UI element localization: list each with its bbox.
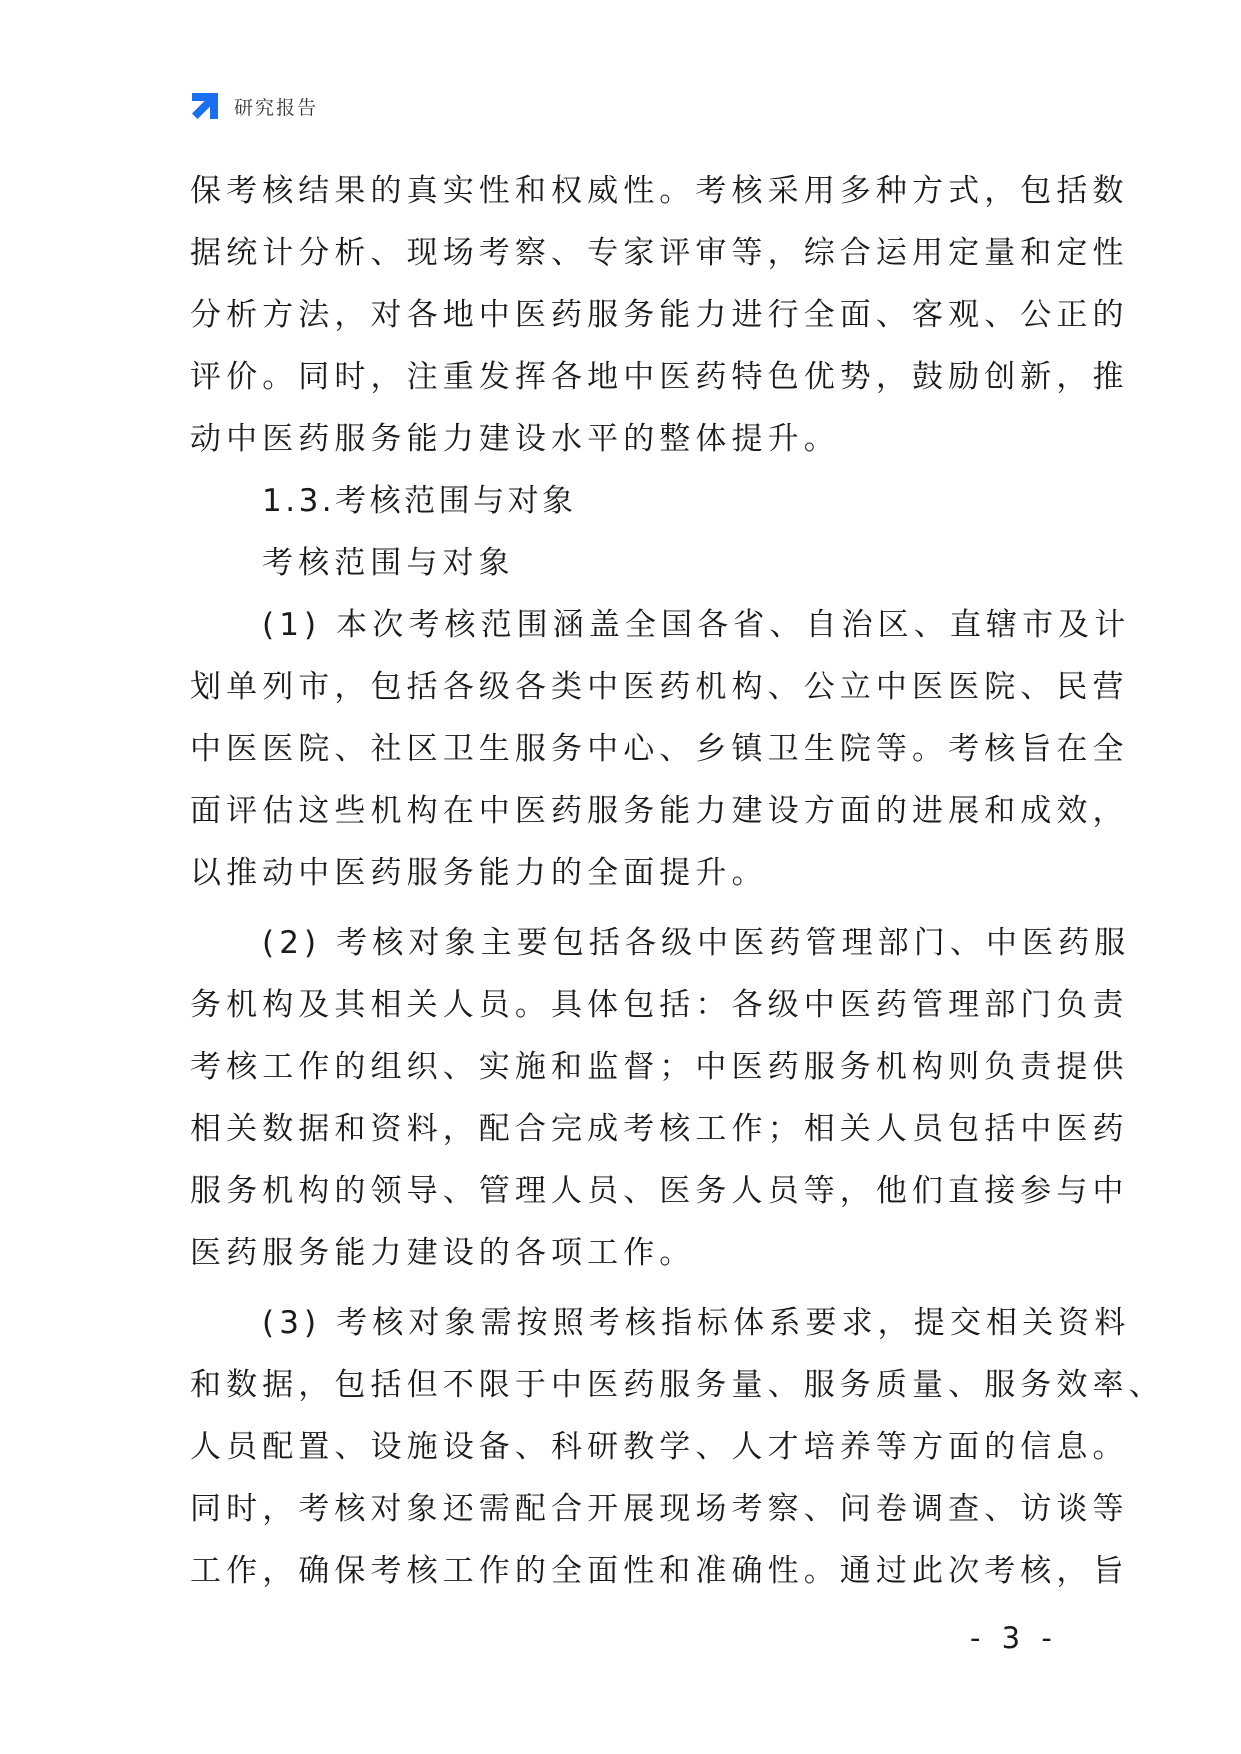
paragraph-line: 相关数据和资料，配合完成考核工作；相关人员包括中医药 — [190, 1111, 1129, 1147]
header-title: 研究报告 — [234, 96, 319, 119]
paragraph-line: 考核工作的组织、实施和监督；中医药服务机构则负责提供 — [190, 1049, 1129, 1085]
paragraph-line: 保考核结果的真实性和权威性。考核采用多种方式，包括数 — [190, 173, 1129, 209]
paragraph-line: 人员配置、设施设备、科研教学、人才培养等方面的信息。 — [190, 1429, 1129, 1465]
document-body — [190, 160, 1165, 1602]
page-number: - 3 - — [970, 1621, 1058, 1655]
paragraph-line: 工作，确保考核工作的全面性和准确性。通过此次考核，旨 — [190, 1553, 1129, 1589]
paragraph-line: 以推动中医药服务能力的全面提升。 — [190, 855, 768, 891]
arrow-up-right-icon — [188, 89, 222, 123]
paragraph-line: 中医医院、社区卫生服务中心、乡镇卫生院等。考核旨在全 — [190, 731, 1129, 767]
paragraph-line: 动中医药服务能力建设水平的整体提升。 — [190, 421, 840, 457]
paragraph-line: 评价。同时，注重发挥各地中医药特色优势，鼓励创新，推 — [190, 359, 1129, 395]
report-header — [188, 88, 318, 124]
subheading: 考核范围与对象 — [262, 545, 515, 581]
paragraph-line: 面评估这些机构在中医药服务能力建设方面的进展和成效， — [190, 793, 1129, 829]
paragraph-line: 分析方法，对各地中医药服务能力进行全面、客观、公正的 — [190, 297, 1129, 333]
section-heading: 1.3.考核范围与对象 — [262, 483, 577, 519]
paragraph-line: (3) 考核对象需按照考核指标体系要求，提交相关资料 — [262, 1305, 1131, 1341]
paragraph-line: 划单列市，包括各级各类中医药机构、公立中医医院、民营 — [190, 669, 1129, 705]
paragraph-line: (2) 考核对象主要包括各级中医药管理部门、中医药服 — [262, 925, 1131, 961]
paragraph-line: 据统计分析、现场考察、专家评审等，综合运用定量和定性 — [190, 235, 1129, 271]
paragraph-line: 和数据，包括但不限于中医药服务量、服务质量、服务效率、 — [190, 1367, 1165, 1403]
paragraph-line: 服务机构的领导、管理人员、医务人员等，他们直接参与中 — [190, 1173, 1129, 1209]
paragraph-line: 务机构及其相关人员。具体包括：各级中医药管理部门负责 — [190, 987, 1129, 1023]
paragraph-line: 同时，考核对象还需配合开展现场考察、问卷调查、访谈等 — [190, 1491, 1129, 1527]
paragraph-line: 医药服务能力建设的各项工作。 — [190, 1235, 696, 1271]
paragraph-line: (1) 本次考核范围涵盖全国各省、自治区、直辖市及计 — [262, 607, 1131, 643]
